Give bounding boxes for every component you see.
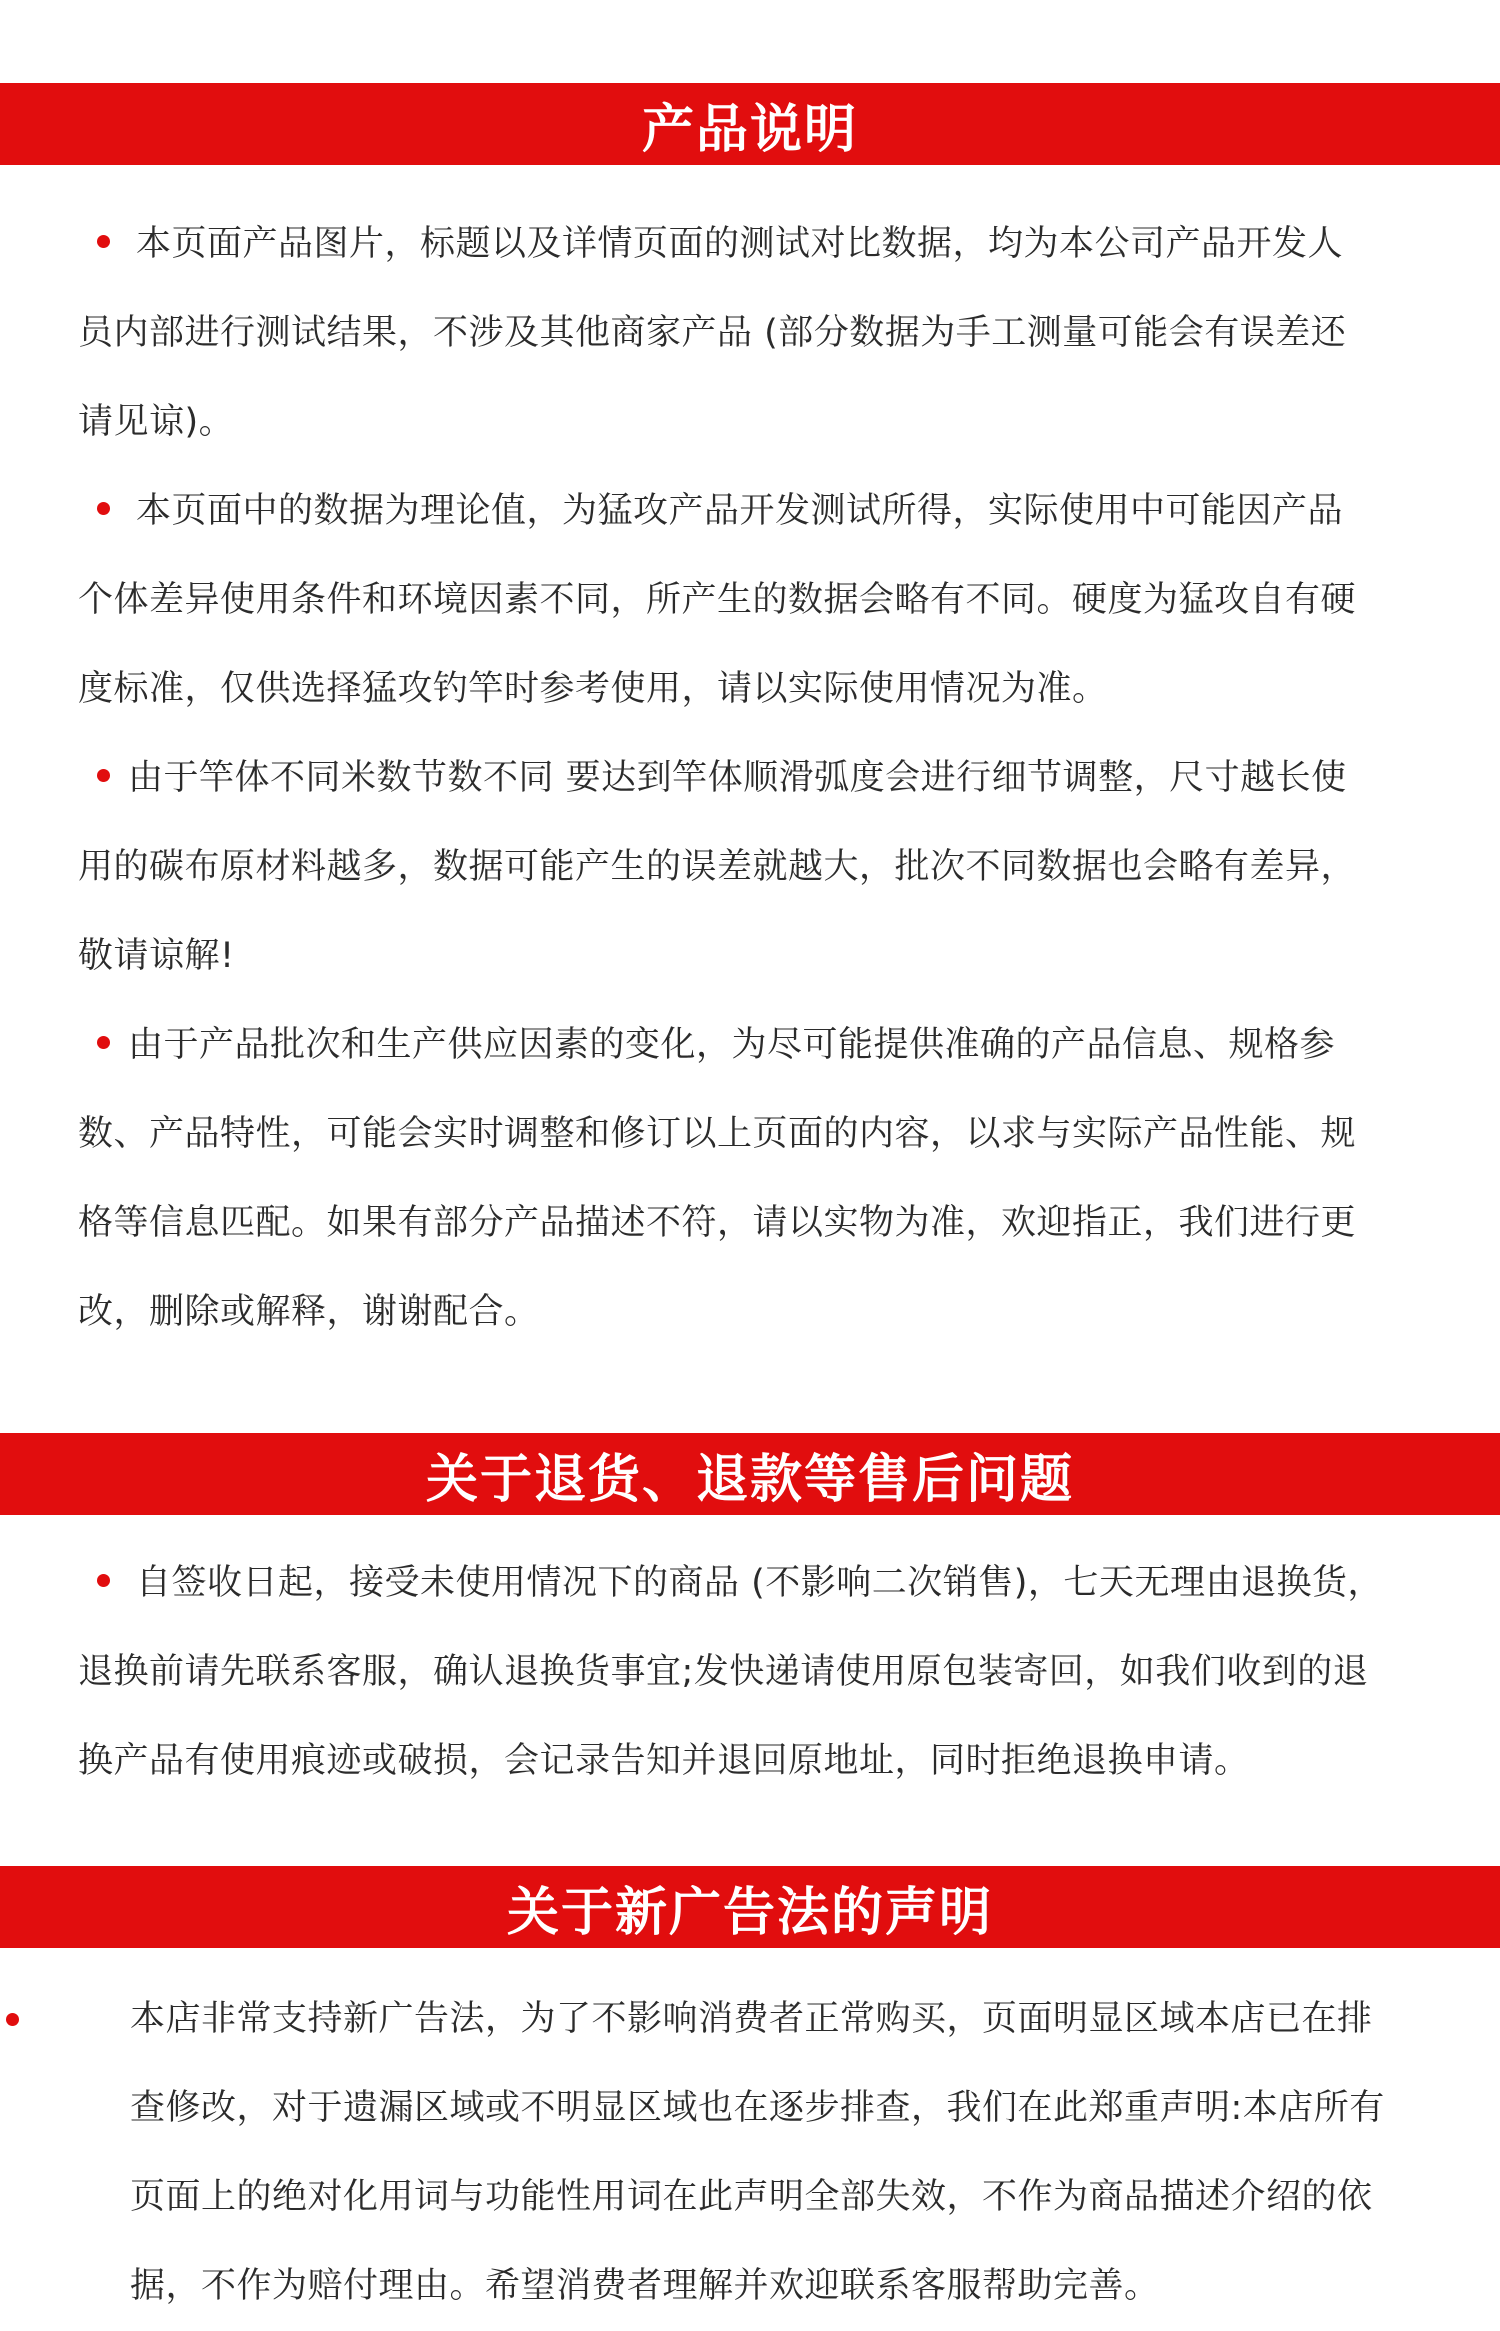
bullet-dot-icon: [6, 2013, 19, 2026]
section-title: 关于新广告法的声明: [506, 1882, 993, 1943]
note-line: 换产品有使用痕迹或破损，会记录告知并退回原地址，同时拒绝退换申请。: [78, 1741, 1250, 1781]
after-sales-item-1: [78, 1539, 1478, 1806]
product-note-item-1: [78, 200, 1478, 467]
note-line: 页面上的绝对化用词与功能性用词在此声明全部失效，不作为商品描述介绍的依: [130, 2177, 1373, 2217]
note-line: 改，删除或解释，谢谢配合。: [78, 1292, 540, 1332]
section-banner-after-sales: [0, 1433, 1500, 1515]
note-line: 自签收日起，接受未使用情况下的商品 (不影响二次销售)，七天无理由退换货，: [136, 1563, 1383, 1603]
ad-law-item-1: [88, 1975, 1488, 2331]
section-banner-product-notes: [0, 83, 1500, 165]
note-line: 本页面产品图片，标题以及详情页面的测试对比数据，均为本公司产品开发人: [136, 224, 1344, 264]
bullet-dot-icon: [97, 502, 110, 515]
note-line: 据，不作为赔付理由。希望消费者理解并欢迎联系客服帮助完善。: [130, 2266, 1160, 2306]
note-line: 本页面中的数据为理论值，为猛攻产品开发测试所得，实际使用中可能因产品: [136, 491, 1344, 531]
note-line: 敬请谅解!: [78, 936, 235, 976]
note-line: 查修改，对于遗漏区域或不明显区域也在逐步排查，我们在此郑重声明:本店所有: [130, 2088, 1385, 2128]
product-note-item-4: [78, 1001, 1478, 1357]
note-line: 格等信息匹配。如果有部分产品描述不符，请以实物为准，欢迎指正，我们进行更: [78, 1203, 1357, 1243]
note-line: 员内部进行测试结果，不涉及其他商家产品 (部分数据为手工测量可能会有误差还: [78, 313, 1347, 353]
section-banner-ad-law-statement: [0, 1866, 1500, 1948]
bullet-dot-icon: [97, 1036, 110, 1049]
bullet-dot-icon: [97, 235, 110, 248]
note-line: 用的碳布原材料越多，数据可能产生的误差就越大，批次不同数据也会略有差异，: [78, 847, 1357, 887]
product-note-item-2: [78, 467, 1478, 734]
note-line: 个体差异使用条件和环境因素不同，所产生的数据会略有不同。硬度为猛攻自有硬: [78, 580, 1357, 620]
note-line: 由于竿体不同米数节数不同 要达到竿体顺滑弧度会进行细节调整，尺寸越长使: [128, 758, 1347, 798]
note-line: 由于产品批次和生产供应因素的变化，为尽可能提供准确的产品信息、规格参: [128, 1025, 1336, 1065]
section-title: 关于退货、退款等售后问题: [425, 1449, 1074, 1510]
note-line: 度标准，仅供选择猛攻钓竿时参考使用，请以实际使用情况为准。: [78, 669, 1108, 709]
section-title: 产品说明: [641, 99, 858, 160]
note-line: 请见谅)。: [78, 402, 235, 442]
bullet-dot-icon: [97, 1574, 110, 1587]
note-line: 退换前请先联系客服，确认退换货事宜;发快递请使用原包装寄回，如我们收到的退: [78, 1652, 1369, 1692]
bullet-dot-icon: [97, 769, 110, 782]
note-line: 数、产品特性，可能会实时调整和修订以上页面的内容，以求与实际产品性能、规: [78, 1114, 1357, 1154]
note-line: 本店非常支持新广告法，为了不影响消费者正常购买，页面明显区域本店已在排: [130, 1999, 1373, 2039]
product-note-item-3: [78, 734, 1478, 1001]
